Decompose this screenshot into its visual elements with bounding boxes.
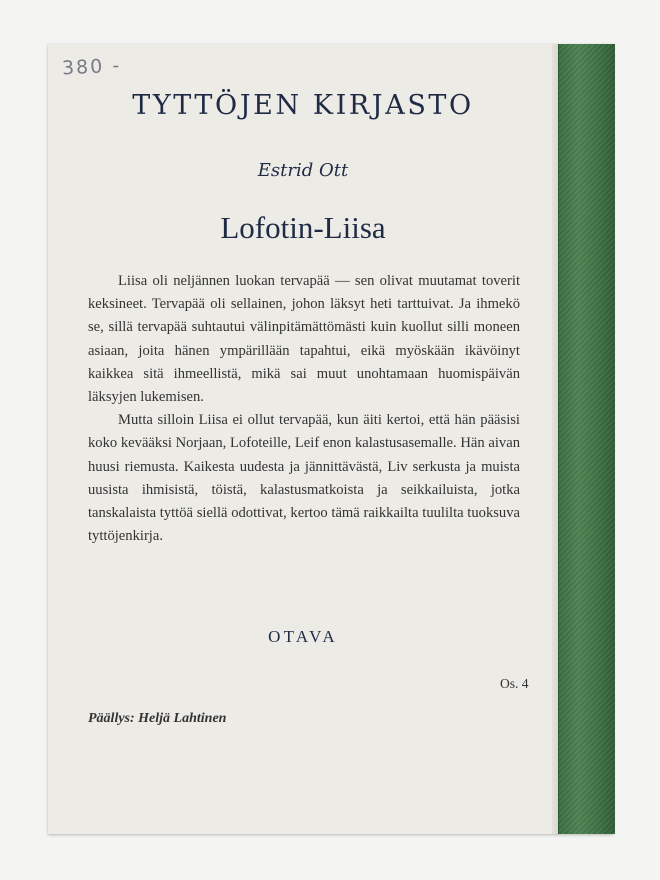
publisher-name: OTAVA bbox=[268, 627, 338, 646]
book-title: Lofotin-Liisa bbox=[220, 210, 386, 245]
book-spine bbox=[558, 44, 615, 834]
handwritten-note: 380 - bbox=[61, 54, 122, 80]
blurb-paragraph-1: Liisa oli neljännen luokan tervapää — sen olivat muutamat toverit keksineet. Tervapää oli sellainen, johon läksyt heti tarttuivat. Ja ihmekö se, sillä tervapää suhtautui välinpitämättömästi kuin kuollut silli moneen asiaan, joita hänen ympärillään tapahtui, eikä myöskään ikävöinyt kaikkea sitä ihmeellistä, mikä sai muut unohtamaan huomispäivän läksyjen lukemisen. bbox=[88, 273, 520, 406]
author-name: Estrid Ott bbox=[257, 160, 349, 181]
series-title: TYTTÖJEN KIRJASTO bbox=[132, 90, 474, 121]
edition-number: Os. 4 bbox=[500, 676, 529, 691]
cover-credit: Päällys: Heljä Lahtinen bbox=[88, 711, 227, 726]
blurb-paragraph-2: Mutta silloin Liisa ei ollut tervapää, kun äiti kertoi, että hän pääsisi koko kevääksi Norjaan, Lofoteille, Leif enon kalastusasemalle. Hän aivan huusi riemusta. Kaikesta uudesta ja jännittävästä, Liv serkusta ja muista uusista ihmisistä, töistä, kalastusmatkoista ja seikkailuista, jotka tanskalaista tyttöä siellä odottivat, kertoo tämä raikkailta tuulilta tuoksuva tyttöjenkirja. bbox=[88, 412, 520, 545]
blurb-text bbox=[88, 270, 520, 548]
